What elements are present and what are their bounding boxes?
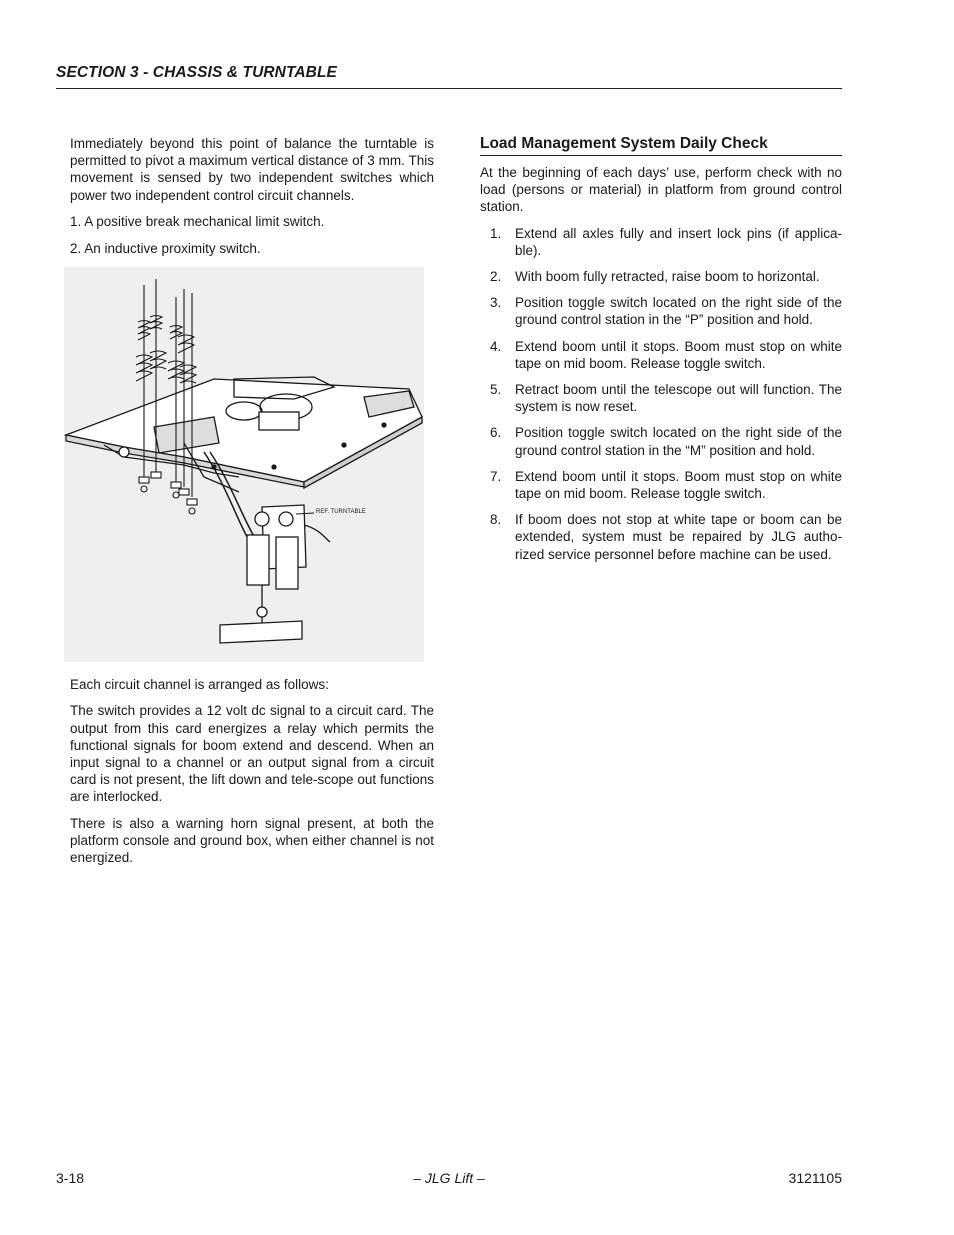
check-intro: At the beginning of each days’ use, perform check with no load (persons or material) in platform from ground control station. xyxy=(480,165,842,215)
paragraph: The switch provides a 12 volt dc signal to a circuit card. The output from this card energizes a relay which permits the functional signals for boom extend and descend. When an input signal to a channel or an output signal from a circuit card is not present, the lift down and tele-scope out functions are interlocked. xyxy=(70,703,434,805)
page-footer xyxy=(56,1170,842,1190)
switch-item: 2. An inductive proximity switch. xyxy=(70,241,261,257)
list-item: 8. If boom does not stop at white tape or boom can be extended, system must be repaired by JLG autho-rized service personnel before machine can be used. xyxy=(490,512,842,562)
paragraph: There is also a warning horn signal present, at both the platform console and ground box, when either channel is not energized. xyxy=(70,815,434,866)
right-column xyxy=(480,135,842,572)
list-item: 1. Extend all axles fully and insert lock pins (if applica-ble). xyxy=(490,225,842,258)
document-number: 3121105 xyxy=(788,1170,842,1186)
section-header xyxy=(56,64,842,89)
figure-callout: REF. TURNTABLE xyxy=(316,509,366,516)
section-title: SECTION 3 - CHASSIS & TURNTABLE xyxy=(56,64,337,81)
turntable-switch-illustration xyxy=(64,267,424,662)
left-column xyxy=(70,135,434,875)
check-steps xyxy=(480,225,842,563)
switch-item: 1. A positive break mechanical limit switch. xyxy=(70,213,325,229)
list-item: 5. Retract boom until the telescope out will function. The system is now reset. xyxy=(490,382,842,415)
list-item: 2. With boom fully retracted, raise boom to horizontal. xyxy=(490,269,820,285)
list-item: 7. Extend boom until it stops. Boom must stop on white tape on mid boom. Release toggle switch. xyxy=(490,468,842,502)
list-item: 4. Extend boom until it stops. Boom must stop on white tape on mid boom. Release toggle switch. xyxy=(490,338,842,371)
footer-brand: – JLG Lift – xyxy=(413,1170,485,1186)
list-item: 3. Position toggle switch located on the right side of the ground control station in the “P” position and hold. xyxy=(490,295,842,328)
list-item: 6. Position toggle switch located on the right side of the ground control station in the “M” position and hold. xyxy=(490,425,842,458)
page-number: 3-18 xyxy=(56,1170,85,1186)
paragraph: Each circuit channel is arranged as follows: xyxy=(70,677,329,693)
switch-list xyxy=(70,213,434,257)
section-heading: Load Management System Daily Check xyxy=(480,135,842,156)
intro-paragraph: Immediately beyond this point of balance the turntable is permitted to pivot a maximum vertical distance of 3 mm. This movement is sensed by two independent switches which power two independent control circuit channels. xyxy=(70,136,434,203)
